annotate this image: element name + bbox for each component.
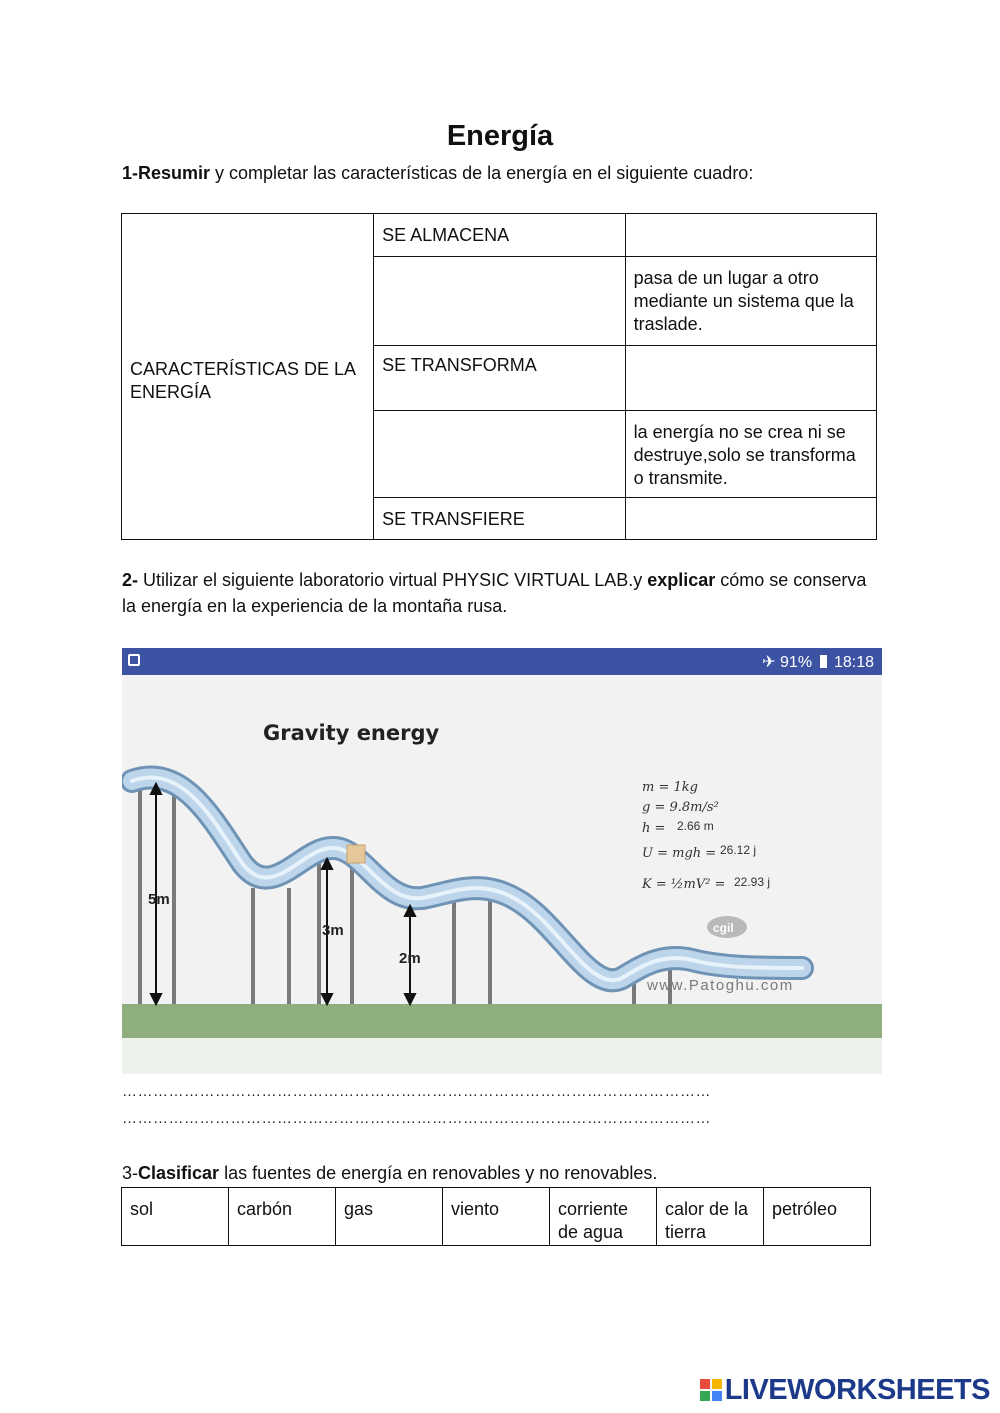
table-row: [122, 214, 877, 257]
answer-cell[interactable]: [625, 214, 876, 257]
formula-mass: m = 1kg: [642, 780, 698, 795]
row-label: SE ALMACENA: [382, 225, 510, 245]
energy-source-cell[interactable]: [229, 1188, 336, 1246]
battery-level: 91%: [780, 654, 813, 671]
airplane-icon: ✈: [762, 654, 776, 671]
page-title: Energía: [446, 120, 554, 152]
question-3-number: 3-: [122, 1163, 139, 1183]
height-3m-label: 3m: [322, 922, 344, 939]
height-2m-label: 2m: [399, 950, 421, 967]
characteristics-header: CARACTERÍSTICAS DE LA ENERGÍA: [130, 358, 356, 402]
row-desc-cell: [625, 411, 876, 498]
answer-cell[interactable]: [374, 411, 626, 498]
question-2-verb: explicar: [647, 570, 716, 590]
potential-value: 26.12 j: [720, 843, 757, 857]
energy-source-cell[interactable]: [764, 1188, 871, 1246]
kinetic-value: 22.93 j: [734, 875, 771, 889]
question-2-text-b: cómo se conserva la energía en la experiencia de la montaña rusa.: [122, 570, 867, 616]
formula-kinetic: K = ½mV² =: [642, 877, 726, 892]
clock: 18:18: [833, 654, 874, 671]
energy-source: corriente de agua: [558, 1199, 629, 1242]
energy-source-cell[interactable]: [550, 1188, 657, 1246]
ground-shadow: [122, 1038, 882, 1074]
table-row: [122, 1188, 871, 1246]
row-label-cell: [374, 498, 626, 540]
row-label: SE TRANSFIERE: [382, 509, 525, 529]
logo-text: LIVEWORKSHEETS: [724, 1374, 990, 1406]
logo-icon: [700, 1379, 722, 1401]
virtual-lab-screenshot: [122, 648, 882, 1074]
answer-cell[interactable]: [625, 498, 876, 540]
question-3-text: las fuentes de energía en renovables y no renovables.: [219, 1163, 658, 1183]
question-3-verb: Clasificar: [138, 1163, 220, 1183]
energy-source: viento: [451, 1199, 500, 1219]
logo-badge-text: cgil: [713, 921, 734, 935]
formula-potential: U = mgh =: [642, 846, 717, 861]
watermark: www.Patoghu.com: [647, 977, 794, 994]
liveworksheets-logo: [700, 1374, 990, 1407]
characteristics-table: [121, 213, 877, 540]
ground: [122, 1004, 882, 1038]
answer-line[interactable]: ……………………………………………………………………………………………………: [122, 1083, 711, 1100]
answer-cell[interactable]: [374, 257, 626, 346]
energy-source-cell[interactable]: [122, 1188, 229, 1246]
question-3: [122, 1160, 882, 1186]
row-desc-cell: [625, 257, 876, 346]
characteristics-header-cell: [122, 214, 374, 540]
energy-source-cell[interactable]: [657, 1188, 764, 1246]
energy-source: gas: [344, 1199, 374, 1219]
energy-source: petróleo: [772, 1199, 838, 1219]
question-2: [122, 567, 882, 619]
energy-source-cell[interactable]: [443, 1188, 550, 1246]
cart-box: [347, 845, 365, 863]
question-2-number: 2-: [122, 570, 139, 590]
energy-source: calor de la tierra: [665, 1199, 749, 1242]
energy-sources-table: [121, 1187, 871, 1246]
row-label-cell: [374, 214, 626, 257]
row-desc: pasa de un lugar a otro mediante un sistema que la traslade.: [633, 268, 854, 334]
question-1-text: y completar las características de la energía en el siguiente cuadro:: [210, 163, 754, 183]
energy-source-cell[interactable]: [336, 1188, 443, 1246]
formula-gravity: g = 9.8m/s²: [642, 800, 719, 815]
answer-line[interactable]: ……………………………………………………………………………………………………: [122, 1110, 711, 1127]
row-label: SE TRANSFORMA: [382, 355, 537, 375]
lab-heading: Gravity energy: [263, 721, 440, 745]
roller-coaster-diagram: [122, 648, 882, 1074]
question-1: [122, 160, 882, 186]
answer-cell[interactable]: [625, 346, 876, 411]
row-desc: la energía no se crea ni se destruye,solo se transforma o transmite.: [633, 422, 856, 488]
row-label-cell: [374, 346, 626, 411]
height-5m-label: 5m: [148, 891, 170, 908]
energy-source: carbón: [237, 1199, 293, 1219]
energy-source: sol: [130, 1199, 154, 1219]
height-value: 2.66 m: [677, 819, 714, 833]
question-1-verb: 1-Resumir: [122, 163, 211, 183]
question-2-text-a: Utilizar el siguiente laboratorio virtual PHYSIC VIRTUAL LAB.y: [138, 570, 648, 590]
formula-height: h =: [642, 821, 666, 836]
